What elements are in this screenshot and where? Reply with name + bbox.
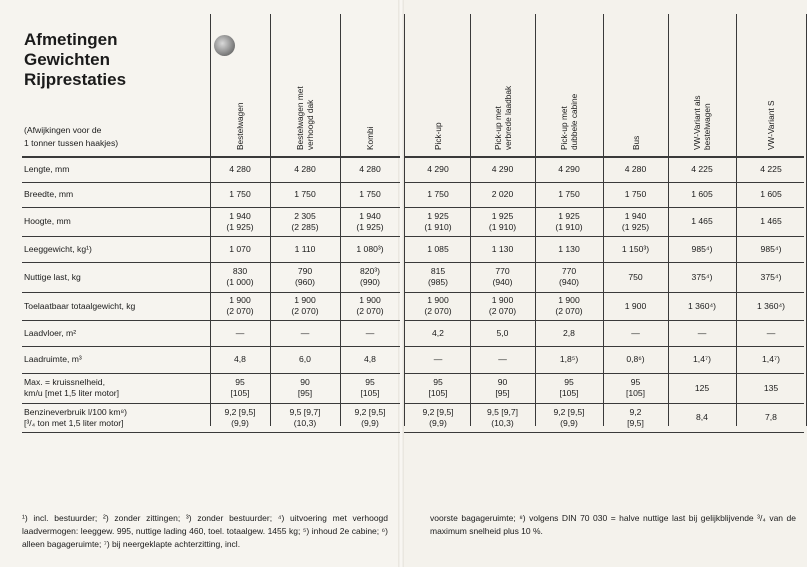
table-cell: 1 900 (2 070) <box>226 295 254 316</box>
page-title <box>24 30 126 90</box>
column-header: VW-Variant S <box>765 100 776 150</box>
table-cell: 4 290 <box>558 163 580 174</box>
column-header: Kombi <box>364 126 375 150</box>
table-cell: 1 465 <box>691 216 713 226</box>
column-header: Pick-up met dubbele cabine <box>558 93 579 150</box>
column-header: Bestelwagen <box>234 102 245 150</box>
table-row-divider <box>22 156 400 158</box>
table-cell: 4 280 <box>624 163 647 174</box>
table-cell: — <box>235 327 245 338</box>
title-line: Afmetingen <box>24 30 118 49</box>
table-cell: 4 280 <box>359 163 381 174</box>
table-note <box>24 124 118 150</box>
table-cell: 5,0 <box>496 327 509 338</box>
table-cell: 1 130 <box>491 243 514 254</box>
table-cell: 1 750 <box>229 189 251 199</box>
table-cell: 95 [105] <box>559 377 579 398</box>
table-cell: 830 (1 000) <box>226 266 254 287</box>
table-cell: 9,2 [9,5] (9,9) <box>422 406 454 428</box>
table-cell: 4 280 <box>229 163 251 174</box>
table-row-divider <box>404 320 804 321</box>
table-row-divider <box>404 156 804 158</box>
table-cell: 1 465 <box>760 216 782 226</box>
table-cell: 95 [105] <box>230 377 250 398</box>
table-row-divider <box>22 262 400 263</box>
table-cell: 4,2 <box>432 327 444 338</box>
note-line: (Afwijkingen voor de <box>24 125 102 135</box>
table-row-divider <box>404 373 804 374</box>
column-header: Pick-up met verbrede laadbak <box>492 85 513 150</box>
table-cell: 1 080³) <box>356 243 384 254</box>
table-row-divider <box>22 403 400 404</box>
row-label: Laadruimte, m³ <box>24 354 82 364</box>
table-cell: 770 (940) <box>492 266 513 287</box>
table-row-divider <box>22 182 400 183</box>
row-label: Benzineverbruik l/100 km⁸) [³/₄ ton met 1,5 liter motor] <box>24 406 127 428</box>
row-label: Laadvloer, m² <box>24 327 77 338</box>
row-label: Leeggewicht, kg¹) <box>24 243 92 254</box>
table-cell: 135 <box>763 382 779 393</box>
table-row-divider <box>404 292 804 293</box>
table-cell: 1 150³) <box>621 243 650 254</box>
table-cell: 985⁴) <box>691 243 713 254</box>
table-cell: 1 750 <box>359 189 381 199</box>
table-cell: 790 (960) <box>294 266 316 287</box>
column-header: Bus <box>630 135 641 150</box>
table-column-divider <box>404 14 405 426</box>
table-cell: 9,2 [9,5] (9,9) <box>553 406 585 428</box>
table-cell: 90 [95] <box>495 377 510 398</box>
table-cell: 1 940 (1 925) <box>621 210 650 232</box>
table-cell: 1,4⁷) <box>693 354 711 364</box>
table-cell: 1 750 <box>558 189 580 199</box>
table-cell: — <box>433 354 443 364</box>
table-cell: 2 305 (2 285) <box>291 210 319 232</box>
column-header: Pick-up <box>432 122 443 150</box>
row-label: Lengte, mm <box>24 163 70 174</box>
table-row-divider <box>22 292 400 293</box>
table-cell: 1 925 (1 910) <box>555 210 583 232</box>
table-cell: 1 750 <box>624 189 647 199</box>
table-cell: 1 070 <box>229 243 251 254</box>
table-row-divider <box>404 262 804 263</box>
table-cell: 375⁴) <box>691 271 713 282</box>
table-cell: 9,2 [9,5] <box>627 406 644 428</box>
table-cell: 7,8 <box>765 412 777 422</box>
table-cell: 8,4 <box>696 412 708 422</box>
table-cell: 125 <box>694 382 710 393</box>
table-cell: 95 [105] <box>428 377 448 398</box>
table-cell: — <box>300 327 310 338</box>
table-cell: 2,8 <box>563 327 575 338</box>
row-label: Hoogte, mm <box>24 216 71 226</box>
table-cell: 1,8⁵) <box>559 354 579 364</box>
table-cell: 1 900 (2 070) <box>555 295 583 316</box>
table-row-divider <box>22 373 400 374</box>
table-cell: 4,8 <box>234 354 246 364</box>
table-cell: 1 940 (1 925) <box>226 210 254 232</box>
footnote-right: voorste bagageruimte; ⁸) volgens DIN 70 030 = halve nuttige last bij gelijkblijvende ³/₄ van de maximum snelheid plus 10 %. <box>430 513 796 536</box>
table-cell: 95 [105] <box>625 377 646 398</box>
table-cell: 1 925 (1 910) <box>424 210 452 232</box>
table-row-divider <box>22 236 400 237</box>
table-row-divider <box>404 403 804 404</box>
row-label: Nuttige last, kg <box>24 271 81 282</box>
table-cell: 1 085 <box>427 243 449 254</box>
row-label: Toelaatbaar totaalgewicht, kg <box>24 300 136 311</box>
table-cell: 375⁴) <box>760 271 782 282</box>
table-row-divider <box>404 432 804 433</box>
row-label: Max. = kruissnelheid, km/u [met 1,5 liter motor] <box>24 377 120 398</box>
table-cell: 4 225 <box>691 163 713 174</box>
table-cell: 95 [105] <box>360 377 380 398</box>
table-cell: — <box>365 327 375 338</box>
table-cell: 1 900 <box>624 300 647 311</box>
table-row-divider <box>404 236 804 237</box>
title-line: Gewichten <box>24 50 110 69</box>
table-cell: 9,5 [9,7] (10,3) <box>289 406 321 428</box>
table-cell: 1 130 <box>558 243 580 254</box>
column-header: Bestelwagen met verhoogd dak <box>294 86 315 150</box>
table-cell: 4 280 <box>294 163 316 174</box>
table-row-divider <box>22 320 400 321</box>
table-row-divider <box>22 207 400 208</box>
table-cell: 1 750 <box>294 189 316 199</box>
note-line: 1 tonner tussen haakjes) <box>24 138 119 148</box>
table-cell: 1 110 <box>294 243 316 254</box>
table-cell: 2 020 <box>491 189 514 199</box>
table-cell: 4,8 <box>364 354 376 364</box>
table-cell: 985⁴) <box>760 243 782 254</box>
table-cell: 6,0 <box>299 354 311 364</box>
table-cell: 9,2 [9,5] (9,9) <box>354 406 386 428</box>
table-cell: — <box>498 354 507 364</box>
table-cell: 1 900 (2 070) <box>488 295 517 316</box>
table-row-divider <box>22 346 400 347</box>
table-cell: 1,4⁷) <box>762 354 780 364</box>
table-cell: — <box>697 327 707 338</box>
table-cell: 9,2 [9,5] (9,9) <box>224 406 256 428</box>
row-label: Breedte, mm <box>24 189 74 199</box>
table-cell: 90 [95] <box>297 377 313 398</box>
table-cell: 4 290 <box>491 163 514 174</box>
table-row-divider <box>404 346 804 347</box>
table-cell: 1 605 <box>760 189 782 199</box>
table-cell: 1 605 <box>691 189 713 199</box>
table-cell: 1 940 (1 925) <box>356 210 384 232</box>
table-cell: 1 925 (1 910) <box>488 210 517 232</box>
table-cell: 0,8⁶) <box>626 354 645 364</box>
table-row-divider <box>404 182 804 183</box>
column-header: VW-Variant als bestelwagen <box>691 95 712 150</box>
table-row-divider <box>404 207 804 208</box>
table-cell: 770 (940) <box>558 266 580 287</box>
table-cell: 1 900 (2 070) <box>291 295 319 316</box>
table-cell: 4 225 <box>760 163 782 174</box>
table-cell: 4 290 <box>427 163 449 174</box>
table-cell: 1 360⁴) <box>756 300 786 311</box>
table-cell: — <box>766 327 776 338</box>
table-cell: 9,5 [9,7] (10,3) <box>486 406 519 428</box>
table-cell: 1 750 <box>427 189 449 199</box>
title-line: Rijprestaties <box>24 70 127 89</box>
table-cell: 750 <box>628 271 643 282</box>
table-row-divider <box>22 432 400 433</box>
table-cell: — <box>631 327 640 338</box>
table-cell: 1 360⁴) <box>687 300 717 311</box>
table-cell: 1 900 (2 070) <box>424 295 452 316</box>
footnote-left: ¹) incl. bestuurder; ²) zonder zittingen; ³) zonder bestuurder; ⁴) uitvoering met verhoogd laadvermogen: leeggew. 995, nuttige lading 460, toel. totaalgew. 1455 kg; ⁵) inhoud 2e cabine; ⁶) alleen bagageruimte; ⁷) bij neergeklapte achterzitting, incl. <box>22 513 388 549</box>
table-cell: 820³) (990) <box>359 266 381 287</box>
table-cell: 815 (985) <box>427 266 449 287</box>
table-cell: 1 900 (2 070) <box>356 295 384 316</box>
